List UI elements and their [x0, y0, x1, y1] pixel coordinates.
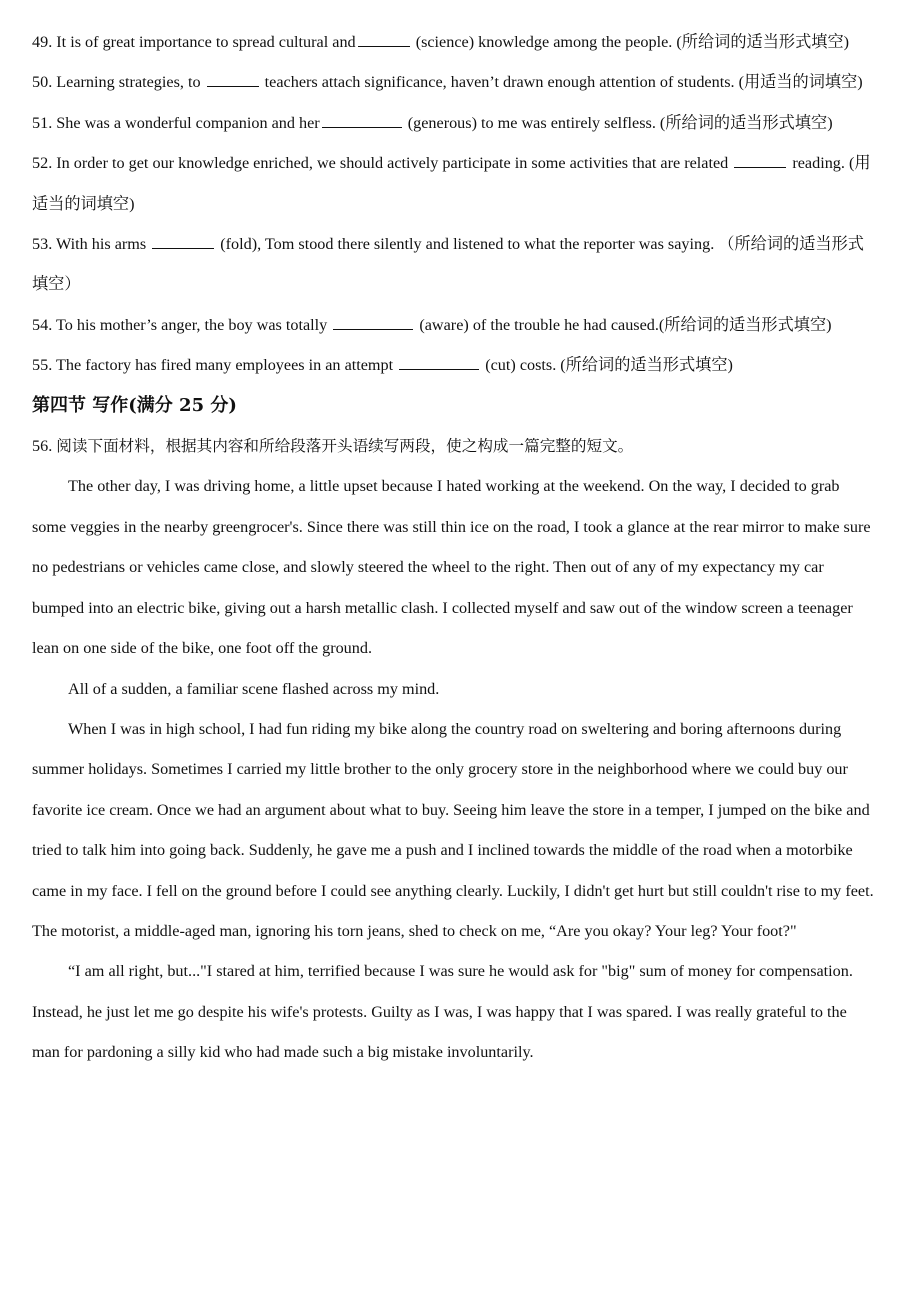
question-text-before: She was a wonderful companion and her: [56, 113, 320, 132]
question-number: 52.: [32, 154, 53, 173]
question-text-after: (cut) costs. (所给词的适当形式填空): [485, 356, 733, 375]
answer-blank[interactable]: [152, 235, 214, 249]
passage-paragraph: All of a sudden, a familiar scene flashed across my mind.: [68, 679, 440, 698]
question-51: [32, 103, 874, 143]
passage-paragraph: “I am all right, but..."I stared at him, terrified because I was sure he would ask for "big" sum of money for compensation. Instead, he just let me go despite his wife's protests. Guilty as I was, I was happy that I was spared. I was really grateful to the man for pardoning a silly kid who had made such a big mistake involuntarily.: [32, 962, 853, 1062]
writing-task-instruction: [32, 426, 874, 466]
passage-paragraph: When I was in high school, I had fun riding my bike along the country road on sweltering and boring afternoons during summer holidays. Sometimes I carried my little brother to the only grocery store in the neighborhood where we could buy our favorite ice cream. Once we had an argument about what to buy. Seeing him leave the store in a temper, I jumped on the bike and tried to talk him into going back. Suddenly, he gave me a push and I inclined towards the middle of the road when a motorbike came in my face. I fell on the ground before I could see anything clearly. Luckily, I didn't get hurt but still couldn't rise to my feet. The motorist, a middle-aged man, ignoring his torn jeans, shed to check on me, “Are you okay? Your leg? Your foot?": [32, 719, 874, 940]
question-text-after: teachers attach significance, haven’t drawn enough attention of students. (用适当的词填空): [264, 73, 863, 92]
question-text-after: reading. (用适当的词填空): [32, 154, 871, 213]
question-number: 50.: [32, 73, 53, 92]
passage-paragraph: The other day, I was driving home, a little upset because I hated working at the weekend. On the way, I decided to grab some veggies in the nearby greengrocer's. Since there was still thin ice on the road, I took a glance at the rear mirror to make sure no pedestrians or vehicles came close, and slowly steered the wheel to the right. Then out of any of my expectancy my car bumped into an electric bike, giving out a harsh metallic clash. I collected myself and saw out of the window screen a teenager lean on one side of the bike, one foot off the ground.: [32, 477, 871, 658]
answer-blank[interactable]: [358, 33, 410, 47]
question-52: [32, 143, 874, 224]
question-53: [32, 224, 874, 305]
answer-blank[interactable]: [322, 114, 402, 128]
question-text-before: To his mother’s anger, the boy was totally: [56, 315, 328, 334]
answer-blank[interactable]: [734, 154, 786, 168]
question-55: [32, 345, 874, 385]
answer-blank[interactable]: [207, 73, 259, 87]
question-text-after: (fold), Tom stood there silently and listened to what the reporter was saying. （所给词的适当形式填空）: [32, 235, 864, 294]
question-text-before: In order to get our knowledge enriched, we should actively participate in some activities that are related: [56, 154, 729, 173]
question-54: [32, 305, 874, 345]
question-text-before: It is of great importance to spread cultural and: [56, 33, 356, 51]
task-instruction-text: 阅读下面材料，根据其内容和所给段落开头语续写两段，使之构成一篇完整的短文。: [56, 437, 634, 456]
question-number: 55.: [32, 356, 53, 375]
question-text-before: The factory has fired many employees in an attempt: [56, 356, 394, 375]
question-text-after: (science) knowledge among the people. (所给词的适当形式填空): [415, 33, 850, 51]
answer-blank[interactable]: [333, 316, 413, 330]
question-number: 53.: [32, 235, 53, 254]
task-number: 56.: [32, 437, 53, 456]
section-heading: 第四节 写作(满分 25 分): [32, 394, 237, 416]
question-49: [32, 22, 874, 62]
question-text-before: With his arms: [56, 235, 147, 254]
question-text-after: (generous) to me was entirely selfless. (所给词的适当形式填空): [407, 113, 833, 132]
question-50: [32, 62, 874, 102]
question-number: 54.: [32, 315, 53, 334]
question-number: 51.: [32, 113, 53, 132]
question-text-after: (aware) of the trouble he had caused.(所给词的适当形式填空): [419, 315, 832, 334]
document-page: [32, 22, 874, 1073]
question-number: 49.: [32, 33, 53, 51]
question-text-before: Learning strategies, to: [56, 73, 201, 92]
answer-blank[interactable]: [399, 356, 479, 370]
